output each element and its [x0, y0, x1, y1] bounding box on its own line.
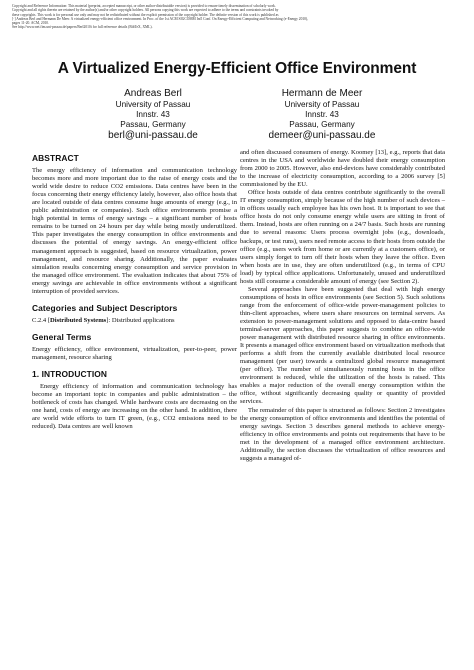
author-berl — [63, 88, 243, 142]
general-terms-text: Energy efficiency, office environment, virtualization, peer-to-peer, power management, resource sharing — [32, 345, 237, 361]
paragraph: and often discussed consumers of energy. Koomey [13], e.g., reports that data centres in the USA and worldwide have doubled their energy consumption from 2000 to 2005. However, also end-devices have considerably contributed to the increase of electricity consumption, according to a 2006 survey [5] commissioned by the EU. — [240, 149, 445, 189]
right-column — [240, 149, 445, 463]
author-street: Innstr. 43 — [136, 110, 170, 119]
category-bold: Distributed Systems — [50, 316, 107, 324]
notice-link-line[interactable]: See http://www.net.fim.uni-passau.de/papers/Berl2010i for full reference details (BibTeX, XML). — [12, 25, 153, 30]
author-city: Passau, Germany — [289, 120, 355, 129]
author-name: Hermann de Meer — [281, 88, 363, 99]
paper-title: A Virtualized Energy-Efficient Office Environment — [57, 60, 417, 77]
categories-heading: Categories and Subject Descriptors — [32, 302, 178, 313]
categories-text — [32, 317, 237, 325]
category-rest: ]: Distributed applications — [106, 316, 175, 324]
author-affiliation: University of Passau — [284, 100, 360, 109]
author-email[interactable]: berl@uni-passau.de — [108, 130, 198, 141]
author-city: Passau, Germany — [120, 120, 186, 129]
introduction-text: Energy efficiency of information and communication technology has become an important topic in companies and public administration – the bottleneck of costs has changed. While hardware costs are decreasing on the one hand, costs of energy are increasing on the other hand. In addition, there are world wide efforts to turn IT green, (e.g., CO2 emissions need to be reduced). Data centres are well known — [32, 383, 237, 431]
paragraph: Several approaches have been suggested that deal with high energy consumptions of hosts in office environments (see Section 5). Such solutions range from the enforcement of office-wide power-management policies to thin-client approaches, where users share resources on terminal servers. As extension to power-management solutions and opposed to data-centre based terminal-server approaches, this paper suggests to combine an office-wide power management with distributed resource sharing in office environments. It presents a managed office environment based on virtualization methods that performs a shift from the currently available distributed local resource management (per user) towards a centralized global resource management (per office). The number of simultaneously running hosts in the office environment is reduced, while the utilization of the hosts is raised. This enables a major reduction of the overall energy consumption within the office, without significantly decreasing quality or quantity of provided services. — [240, 285, 445, 406]
notice-line: [·] Andreas Berl and Hermann De Meer. A virtualized energy-efficient office environment. In Proc. of the 1st ACM SIGCOMM Int'l Conf. On Energy-Efficient Computing and Networking (e-Energy 2010), — [12, 16, 309, 21]
author-street: Innstr. 43 — [305, 110, 339, 119]
author-demeer — [232, 88, 412, 142]
category-code: C.2.4 [ — [32, 316, 51, 324]
notice-line: pages 11-20. ACM, 2010. — [12, 21, 50, 26]
paragraph: The remainder of this paper is structured as follows: Section 2 investigates the energy consumption of office environments and identifies the potential of energy savings. Section 3 describes general methods to achieve energy-efficiency in office environments and points out requirements that have to be met in the development of a managed office environment architecture. Additionally, the section discusses the virtualization of office resources and suggests a managed of- — [240, 406, 445, 462]
author-name: Andreas Berl — [124, 88, 182, 99]
copyright-notice — [12, 4, 462, 30]
general-terms-heading: General Terms — [32, 331, 92, 342]
abstract-heading: ABSTRACT — [32, 153, 79, 163]
notice-line: these copyrights. This work is for personal use only and may not be redistributed without the explicit permission of the copyright holder. The definite version of this work is published as — [12, 12, 279, 17]
introduction-heading: 1. INTRODUCTION — [32, 369, 108, 380]
notice-line: Copyright and all rights therein are retained by the author(s) and/or other copyright holders. All persons copying this work are expected to adhere to the terms and constraints invoked by — [12, 8, 279, 13]
left-column — [32, 150, 237, 431]
author-email[interactable]: demeer@uni-passau.de — [268, 130, 376, 141]
notice-line: Copyright and Reference Information: This material (preprint, accepted manuscript, or other author-distributable version) is provided to ensure timely dissemination of scholarly work. — [12, 4, 276, 8]
author-block — [0, 88, 474, 148]
author-affiliation: University of Passau — [115, 100, 191, 109]
abstract-text: The energy efficiency of information and communication technology becomes more and more important due to the raise of energy costs and the world wide desire to reduce CO2 emissions. Data centres have been in the focus concerning their energy efficiency lately, however, also office hosts that are located outside of data centres consume huge amounts of energy (e.g., in public administration or companies). Such office environments promise a high potential in terms of energy savings – a significant number of hosts remains to be turned on 24 hours per day while being mostly underutilized. This paper investigates the energy consumption in office environments and discusses the potential of energy savings. An energy-efficient office management approach is suggested, based on resource virtualization, power management, and resource sharing. Additionally, the paper evaluates simulation results concerning energy consumption and service provision in the managed office environment. The evaluation indicates that about 75% of energy savings are achievable in office environments without a significant interruption of provided services. — [32, 167, 237, 295]
paragraph: Office hosts outside of data centres contribute significantly to the overall IT energy consumption, simply because of the high number of such devices – in offices usually each employee has his own host. It is important to see that office hosts do not only consume energy while users are sitting in front of them. Instead, hosts are often running on a 24/7 basis. Such hosts are running due to several reasons: Users process overnight jobs (e.g., downloads, backups, or test runs), users need remote access to their hosts from outside the office (e.g., users work from home or are currently at a customers office), or users simply forget to turn off their hosts when they leave the office. Even when hosts are in use, they are often underutilized (e.g., in terms of CPU load) by typical office applications. Unfortunately, unused and underutilized hosts still consume a considerable amount of energy (see Section 2). — [240, 189, 445, 285]
